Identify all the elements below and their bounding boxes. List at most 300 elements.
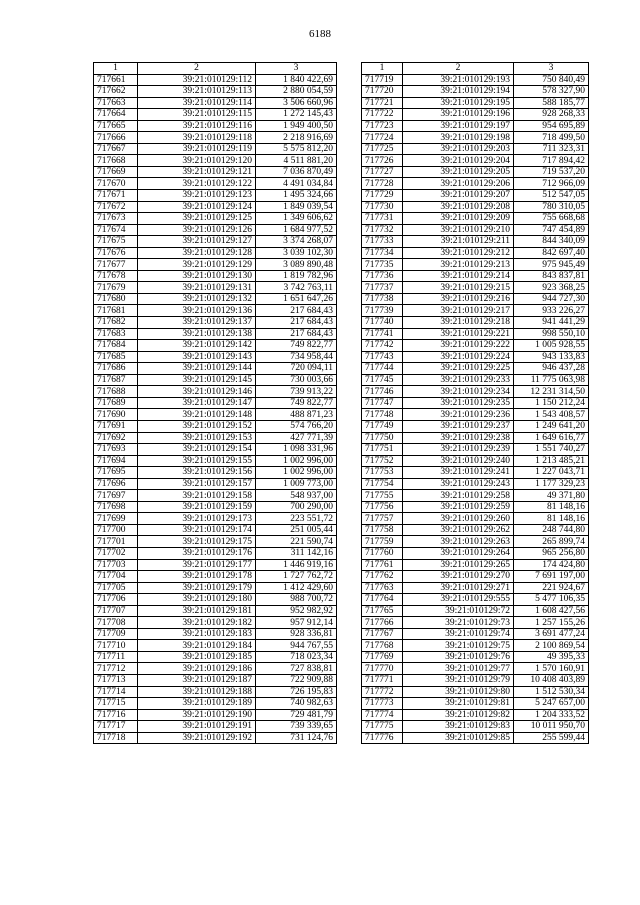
cadastral-number-cell: 39:21:010129:158 <box>138 490 256 502</box>
cadastral-number-cell: 39:21:010129:215 <box>403 282 514 294</box>
cadastral-number-cell: 39:21:010129:75 <box>403 640 514 652</box>
cadastral-number-cell: 39:21:010129:175 <box>138 536 256 548</box>
value-cell: 1 412 429,60 <box>256 582 337 594</box>
value-cell: 217 684,43 <box>256 317 337 329</box>
value-cell: 943 133,83 <box>514 351 589 363</box>
value-cell: 941 441,29 <box>514 317 589 329</box>
cadastral-number-cell: 39:21:010129:76 <box>403 651 514 663</box>
row-number-cell: 717766 <box>362 617 403 629</box>
cadastral-number-cell: 39:21:010129:198 <box>403 132 514 144</box>
cadastral-number-cell: 39:21:010129:205 <box>403 166 514 178</box>
row-number-cell: 717718 <box>94 732 138 744</box>
table-row <box>94 143 337 155</box>
row-number-cell: 717674 <box>94 224 138 236</box>
table-row <box>94 86 337 98</box>
row-number-cell: 717730 <box>362 201 403 213</box>
table-row <box>362 190 589 202</box>
table-row <box>362 455 589 467</box>
row-number-cell: 717716 <box>94 709 138 721</box>
table-row <box>94 732 337 744</box>
value-cell: 726 195,83 <box>256 686 337 698</box>
cadastral-number-cell: 39:21:010129:190 <box>138 709 256 721</box>
right-table <box>361 62 589 744</box>
cadastral-number-cell: 39:21:010129:143 <box>138 351 256 363</box>
value-cell: 7 691 197,00 <box>514 571 589 583</box>
cadastral-number-cell: 39:21:010129:262 <box>403 524 514 536</box>
cadastral-number-cell: 39:21:010129:239 <box>403 444 514 456</box>
row-number-cell: 717712 <box>94 663 138 675</box>
row-number-cell: 717681 <box>94 305 138 317</box>
row-number-cell: 717713 <box>94 674 138 686</box>
cadastral-number-cell: 39:21:010129:124 <box>138 201 256 213</box>
value-cell: 717 894,42 <box>514 155 589 167</box>
cadastral-number-cell: 39:21:010129:148 <box>138 409 256 421</box>
row-number-cell: 717763 <box>362 582 403 594</box>
table-row <box>362 247 589 259</box>
row-number-cell: 717705 <box>94 582 138 594</box>
cadastral-number-cell: 39:21:010129:225 <box>403 363 514 375</box>
table-row <box>362 351 589 363</box>
cadastral-number-cell: 39:21:010129:118 <box>138 132 256 144</box>
table-row <box>94 155 337 167</box>
row-number-cell: 717750 <box>362 432 403 444</box>
cadastral-number-cell: 39:21:010129:259 <box>403 501 514 513</box>
table-row <box>94 501 337 513</box>
table-row <box>94 467 337 479</box>
value-cell: 1 649 616,77 <box>514 432 589 444</box>
cadastral-number-cell: 39:21:010129:210 <box>403 224 514 236</box>
cadastral-number-cell: 39:21:010129:119 <box>138 143 256 155</box>
cadastral-number-cell: 39:21:010129:263 <box>403 536 514 548</box>
cadastral-number-cell: 39:21:010129:236 <box>403 409 514 421</box>
value-cell: 3 089 890,48 <box>256 259 337 271</box>
table-row <box>94 513 337 525</box>
cadastral-number-cell: 39:21:010129:222 <box>403 340 514 352</box>
row-number-cell: 717746 <box>362 386 403 398</box>
table-row <box>94 640 337 652</box>
value-cell: 1 551 740,27 <box>514 444 589 456</box>
row-number-cell: 717678 <box>94 270 138 282</box>
row-number-cell: 717668 <box>94 155 138 167</box>
table-row <box>362 282 589 294</box>
cadastral-number-cell: 39:21:010129:73 <box>403 617 514 629</box>
row-number-cell: 717761 <box>362 559 403 571</box>
value-cell: 729 481,79 <box>256 709 337 721</box>
table-row <box>362 86 589 98</box>
row-number-cell: 717724 <box>362 132 403 144</box>
value-cell: 1 150 212,24 <box>514 397 589 409</box>
cadastral-number-cell: 39:21:010129:221 <box>403 328 514 340</box>
column-header-2: 2 <box>138 63 256 75</box>
row-number-cell: 717723 <box>362 120 403 132</box>
value-cell: 3 374 268,07 <box>256 236 337 248</box>
cadastral-number-cell: 39:21:010129:182 <box>138 617 256 629</box>
row-number-cell: 717662 <box>94 86 138 98</box>
row-number-cell: 717702 <box>94 547 138 559</box>
table-row <box>362 513 589 525</box>
table-row <box>94 293 337 305</box>
value-cell: 10 011 950,70 <box>514 721 589 733</box>
row-number-cell: 717687 <box>94 374 138 386</box>
cadastral-number-cell: 39:21:010129:216 <box>403 293 514 305</box>
cadastral-number-cell: 39:21:010129:184 <box>138 640 256 652</box>
cadastral-number-cell: 39:21:010129:142 <box>138 340 256 352</box>
cadastral-number-cell: 39:21:010129:80 <box>403 686 514 698</box>
cadastral-number-cell: 39:21:010129:177 <box>138 559 256 571</box>
cadastral-number-cell: 39:21:010129:240 <box>403 455 514 467</box>
row-number-cell: 717686 <box>94 363 138 375</box>
cadastral-number-cell: 39:21:010129:209 <box>403 213 514 225</box>
row-number-cell: 717722 <box>362 109 403 121</box>
value-cell: 4 511 881,20 <box>256 155 337 167</box>
value-cell: 3 691 477,24 <box>514 628 589 640</box>
value-cell: 1 002 996,00 <box>256 467 337 479</box>
row-number-cell: 717666 <box>94 132 138 144</box>
table-row <box>94 328 337 340</box>
row-number-cell: 717768 <box>362 640 403 652</box>
value-cell: 750 840,49 <box>514 74 589 86</box>
cadastral-number-cell: 39:21:010129:178 <box>138 571 256 583</box>
cadastral-number-cell: 39:21:010129:192 <box>138 732 256 744</box>
value-cell: 711 323,31 <box>514 143 589 155</box>
cadastral-number-cell: 39:21:010129:79 <box>403 674 514 686</box>
row-number-cell: 717759 <box>362 536 403 548</box>
cadastral-number-cell: 39:21:010129:189 <box>138 698 256 710</box>
cadastral-number-cell: 39:21:010129:152 <box>138 420 256 432</box>
table-header-row <box>362 63 589 75</box>
value-cell: 548 937,00 <box>256 490 337 502</box>
table-row <box>362 363 589 375</box>
table-row <box>362 698 589 710</box>
left-table <box>93 62 337 744</box>
table-row <box>362 236 589 248</box>
table-row <box>94 374 337 386</box>
table-row <box>94 547 337 559</box>
row-number-cell: 717704 <box>94 571 138 583</box>
row-number-cell: 717732 <box>362 224 403 236</box>
row-number-cell: 717771 <box>362 674 403 686</box>
table-row <box>362 259 589 271</box>
value-cell: 574 766,20 <box>256 420 337 432</box>
row-number-cell: 717685 <box>94 351 138 363</box>
table-row <box>94 420 337 432</box>
value-cell: 1 512 530,34 <box>514 686 589 698</box>
value-cell: 1 446 919,16 <box>256 559 337 571</box>
row-number-cell: 717721 <box>362 97 403 109</box>
table-row <box>94 524 337 536</box>
table-row <box>362 74 589 86</box>
cadastral-number-cell: 39:21:010129:144 <box>138 363 256 375</box>
value-cell: 988 700,72 <box>256 594 337 606</box>
value-cell: 946 437,28 <box>514 363 589 375</box>
cadastral-number-cell: 39:21:010129:116 <box>138 120 256 132</box>
value-cell: 1 227 043,71 <box>514 467 589 479</box>
value-cell: 4 491 034,84 <box>256 178 337 190</box>
value-cell: 1 272 145,43 <box>256 109 337 121</box>
table-row <box>94 120 337 132</box>
row-number-cell: 717744 <box>362 363 403 375</box>
cadastral-number-cell: 39:21:010129:214 <box>403 270 514 282</box>
value-cell: 928 336,81 <box>256 628 337 640</box>
cadastral-number-cell: 39:21:010129:72 <box>403 605 514 617</box>
row-number-cell: 717715 <box>94 698 138 710</box>
table-row <box>94 663 337 675</box>
row-number-cell: 717708 <box>94 617 138 629</box>
row-number-cell: 717728 <box>362 178 403 190</box>
value-cell: 217 684,43 <box>256 328 337 340</box>
row-number-cell: 717669 <box>94 166 138 178</box>
row-number-cell: 717758 <box>362 524 403 536</box>
value-cell: 49 395,33 <box>514 651 589 663</box>
row-number-cell: 717720 <box>362 86 403 98</box>
cadastral-number-cell: 39:21:010129:233 <box>403 374 514 386</box>
cadastral-number-cell: 39:21:010129:265 <box>403 559 514 571</box>
table-row <box>362 617 589 629</box>
value-cell: 488 871,23 <box>256 409 337 421</box>
value-cell: 2 218 916,69 <box>256 132 337 144</box>
row-number-cell: 717665 <box>94 120 138 132</box>
value-cell: 81 148,16 <box>514 501 589 513</box>
value-cell: 843 837,81 <box>514 270 589 282</box>
row-number-cell: 717756 <box>362 501 403 513</box>
value-cell: 957 912,14 <box>256 617 337 629</box>
cadastral-number-cell: 39:21:010129:258 <box>403 490 514 502</box>
cadastral-number-cell: 39:21:010129:555 <box>403 594 514 606</box>
cadastral-number-cell: 39:21:010129:156 <box>138 467 256 479</box>
table-row <box>94 363 337 375</box>
row-number-cell: 717710 <box>94 640 138 652</box>
value-cell: 251 005,44 <box>256 524 337 536</box>
value-cell: 1 949 400,50 <box>256 120 337 132</box>
value-cell: 944 727,30 <box>514 293 589 305</box>
table-row <box>362 559 589 571</box>
value-cell: 730 003,66 <box>256 374 337 386</box>
row-number-cell: 717764 <box>362 594 403 606</box>
table-row <box>362 97 589 109</box>
table-row <box>94 490 337 502</box>
table-row <box>94 270 337 282</box>
row-number-cell: 717677 <box>94 259 138 271</box>
row-number-cell: 717740 <box>362 317 403 329</box>
value-cell: 1 819 782,96 <box>256 270 337 282</box>
value-cell: 720 094,11 <box>256 363 337 375</box>
cadastral-number-cell: 39:21:010129:157 <box>138 478 256 490</box>
cadastral-number-cell: 39:21:010129:130 <box>138 270 256 282</box>
cadastral-number-cell: 39:21:010129:186 <box>138 663 256 675</box>
value-cell: 174 424,80 <box>514 559 589 571</box>
cadastral-number-cell: 39:21:010129:132 <box>138 293 256 305</box>
cadastral-number-cell: 39:21:010129:176 <box>138 547 256 559</box>
table-row <box>362 524 589 536</box>
cadastral-number-cell: 39:21:010129:81 <box>403 698 514 710</box>
row-number-cell: 717743 <box>362 351 403 363</box>
cadastral-number-cell: 39:21:010129:211 <box>403 236 514 248</box>
row-number-cell: 717752 <box>362 455 403 467</box>
cadastral-number-cell: 39:21:010129:128 <box>138 247 256 259</box>
cadastral-number-cell: 39:21:010129:181 <box>138 605 256 617</box>
row-number-cell: 717700 <box>94 524 138 536</box>
table-row <box>362 340 589 352</box>
row-number-cell: 717774 <box>362 709 403 721</box>
row-number-cell: 717679 <box>94 282 138 294</box>
cadastral-number-cell: 39:21:010129:218 <box>403 317 514 329</box>
row-number-cell: 717731 <box>362 213 403 225</box>
table-row <box>94 709 337 721</box>
table-row <box>94 628 337 640</box>
cadastral-number-cell: 39:21:010129:212 <box>403 247 514 259</box>
cadastral-number-cell: 39:21:010129:129 <box>138 259 256 271</box>
table-row <box>362 374 589 386</box>
table-row <box>94 605 337 617</box>
table-row <box>94 224 337 236</box>
table-row <box>362 293 589 305</box>
value-cell: 700 290,00 <box>256 501 337 513</box>
value-cell: 81 148,16 <box>514 513 589 525</box>
table-row <box>362 640 589 652</box>
cadastral-number-cell: 39:21:010129:238 <box>403 432 514 444</box>
table-row <box>362 166 589 178</box>
row-number-cell: 717733 <box>362 236 403 248</box>
table-row <box>362 397 589 409</box>
value-cell: 718 499,50 <box>514 132 589 144</box>
cadastral-number-cell: 39:21:010129:208 <box>403 201 514 213</box>
table-row <box>94 97 337 109</box>
right-table-body <box>362 74 589 744</box>
row-number-cell: 717755 <box>362 490 403 502</box>
table-row <box>94 351 337 363</box>
row-number-cell: 717775 <box>362 721 403 733</box>
row-number-cell: 717714 <box>94 686 138 698</box>
cadastral-number-cell: 39:21:010129:112 <box>138 74 256 86</box>
value-cell: 1 495 324,66 <box>256 190 337 202</box>
value-cell: 928 268,33 <box>514 109 589 121</box>
cadastral-number-cell: 39:21:010129:147 <box>138 397 256 409</box>
table-row <box>362 328 589 340</box>
table-row <box>362 270 589 282</box>
table-row <box>362 155 589 167</box>
table-row <box>362 386 589 398</box>
row-number-cell: 717689 <box>94 397 138 409</box>
cadastral-number-cell: 39:21:010129:123 <box>138 190 256 202</box>
table-row <box>362 663 589 675</box>
table-row <box>94 432 337 444</box>
value-cell: 427 771,39 <box>256 432 337 444</box>
cadastral-number-cell: 39:21:010129:206 <box>403 178 514 190</box>
cadastral-number-cell: 39:21:010129:82 <box>403 709 514 721</box>
row-number-cell: 717664 <box>94 109 138 121</box>
cadastral-number-cell: 39:21:010129:155 <box>138 455 256 467</box>
cadastral-number-cell: 39:21:010129:183 <box>138 628 256 640</box>
cadastral-number-cell: 39:21:010129:180 <box>138 594 256 606</box>
row-number-cell: 717701 <box>94 536 138 548</box>
value-cell: 2 880 054,59 <box>256 86 337 98</box>
value-cell: 1 005 928,55 <box>514 340 589 352</box>
value-cell: 719 537,20 <box>514 166 589 178</box>
table-row <box>362 686 589 698</box>
value-cell: 749 822,77 <box>256 340 337 352</box>
table-row <box>362 224 589 236</box>
cadastral-number-cell: 39:21:010129:153 <box>138 432 256 444</box>
row-number-cell: 717699 <box>94 513 138 525</box>
value-cell: 998 550,10 <box>514 328 589 340</box>
cadastral-number-cell: 39:21:010129:195 <box>403 97 514 109</box>
cadastral-number-cell: 39:21:010129:270 <box>403 571 514 583</box>
table-row <box>94 444 337 456</box>
page-number: 6188 <box>309 28 331 40</box>
cadastral-number-cell: 39:21:010129:154 <box>138 444 256 456</box>
cadastral-number-cell: 39:21:010129:213 <box>403 259 514 271</box>
cadastral-number-cell: 39:21:010129:146 <box>138 386 256 398</box>
table-row <box>362 305 589 317</box>
column-header-1: 1 <box>362 63 403 75</box>
table-row <box>362 420 589 432</box>
row-number-cell: 717684 <box>94 340 138 352</box>
table-row <box>362 605 589 617</box>
row-number-cell: 717675 <box>94 236 138 248</box>
table-row <box>362 444 589 456</box>
table-row <box>362 709 589 721</box>
value-cell: 265 899,74 <box>514 536 589 548</box>
table-row <box>94 282 337 294</box>
cadastral-number-cell: 39:21:010129:217 <box>403 305 514 317</box>
value-cell: 1 257 155,26 <box>514 617 589 629</box>
row-number-cell: 717711 <box>94 651 138 663</box>
row-number-cell: 717717 <box>94 721 138 733</box>
table-row <box>362 143 589 155</box>
row-number-cell: 717693 <box>94 444 138 456</box>
row-number-cell: 717757 <box>362 513 403 525</box>
row-number-cell: 717727 <box>362 166 403 178</box>
table-row <box>94 686 337 698</box>
table-row <box>94 386 337 398</box>
cadastral-number-cell: 39:21:010129:188 <box>138 686 256 698</box>
table-row <box>362 213 589 225</box>
cadastral-number-cell: 39:21:010129:113 <box>138 86 256 98</box>
row-number-cell: 717697 <box>94 490 138 502</box>
table-row <box>94 109 337 121</box>
table-row <box>94 190 337 202</box>
value-cell: 5 247 657,00 <box>514 698 589 710</box>
row-number-cell: 717676 <box>94 247 138 259</box>
value-cell: 2 100 869,54 <box>514 640 589 652</box>
column-header-1: 1 <box>94 63 138 75</box>
cadastral-number-cell: 39:21:010129:121 <box>138 166 256 178</box>
row-number-cell: 717737 <box>362 282 403 294</box>
table-row <box>94 455 337 467</box>
row-number-cell: 717769 <box>362 651 403 663</box>
table-row <box>362 651 589 663</box>
value-cell: 952 982,92 <box>256 605 337 617</box>
row-number-cell: 717776 <box>362 732 403 744</box>
row-number-cell: 717739 <box>362 305 403 317</box>
value-cell: 1 849 039,54 <box>256 201 337 213</box>
table-row <box>362 120 589 132</box>
cadastral-number-cell: 39:21:010129:120 <box>138 155 256 167</box>
cadastral-number-cell: 39:21:010129:136 <box>138 305 256 317</box>
cadastral-number-cell: 39:21:010129:127 <box>138 236 256 248</box>
cadastral-number-cell: 39:21:010129:234 <box>403 386 514 398</box>
value-cell: 780 310,05 <box>514 201 589 213</box>
value-cell: 954 695,89 <box>514 120 589 132</box>
table-row <box>362 178 589 190</box>
value-cell: 739 339,65 <box>256 721 337 733</box>
row-number-cell: 717734 <box>362 247 403 259</box>
row-number-cell: 717729 <box>362 190 403 202</box>
table-row <box>362 571 589 583</box>
value-cell: 12 231 314,50 <box>514 386 589 398</box>
row-number-cell: 717751 <box>362 444 403 456</box>
table-row <box>362 317 589 329</box>
